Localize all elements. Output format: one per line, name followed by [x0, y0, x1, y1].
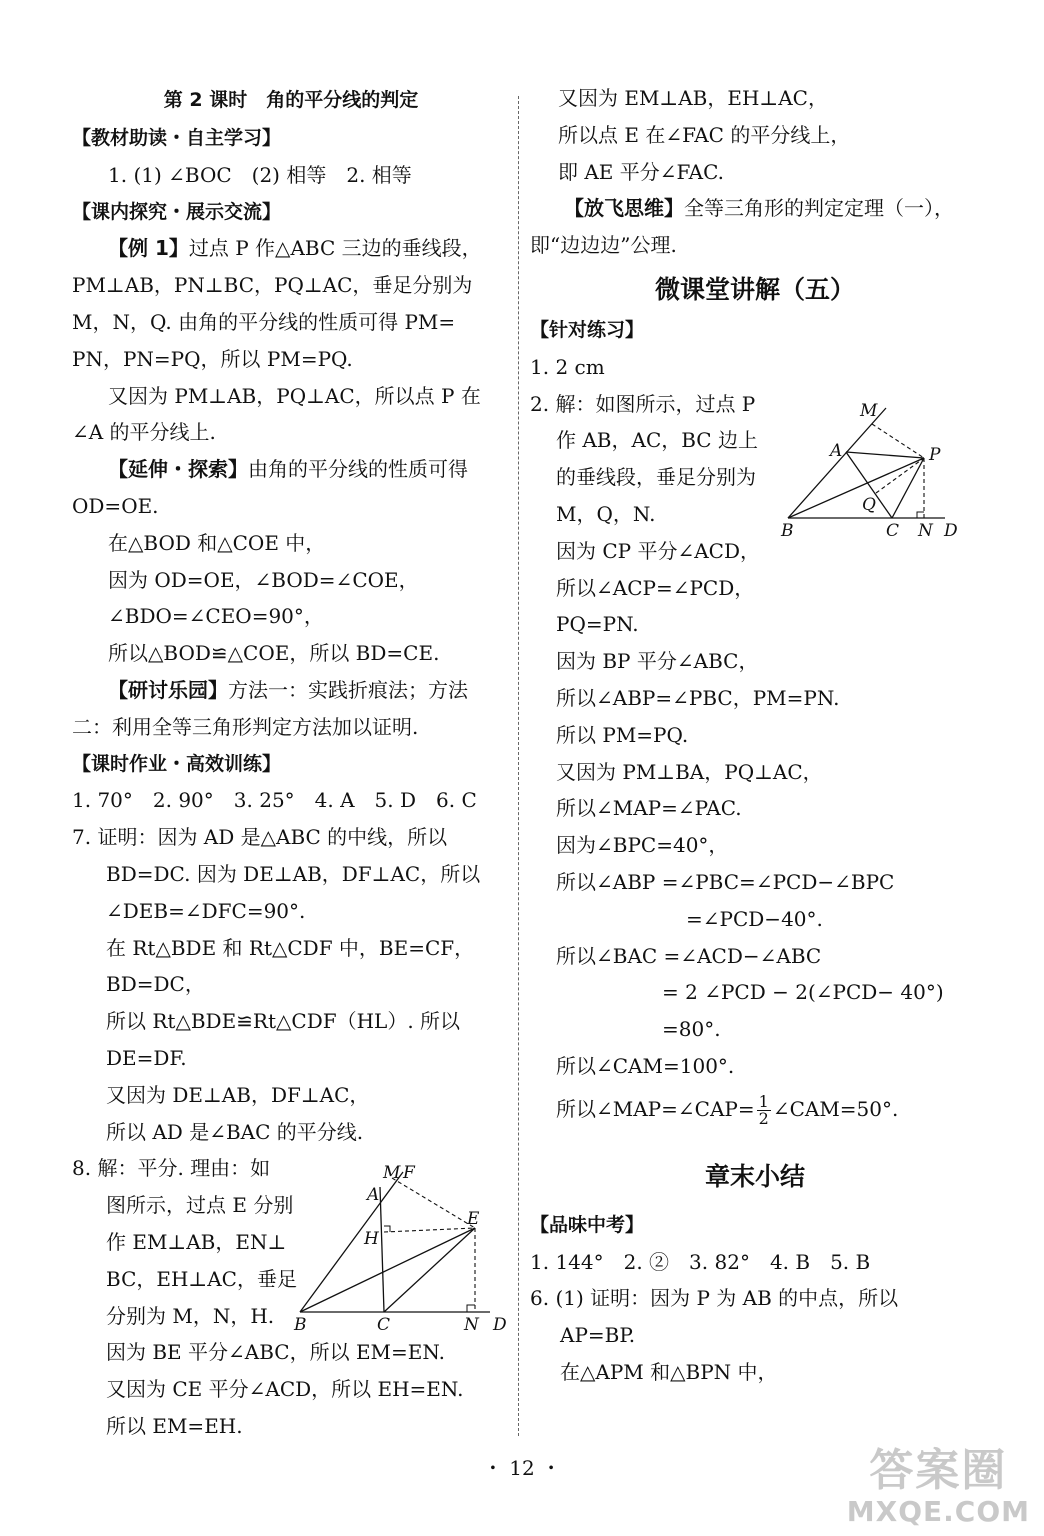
figure-label: M — [383, 1163, 401, 1183]
page-number: ・ 12 ・ — [482, 1456, 562, 1480]
text-line: 又因为 EM⊥AB，EH⊥AC， — [558, 86, 828, 110]
text-line: 所以∠BAC =∠ACD−∠ABC — [556, 943, 822, 968]
text-line: BD=DC， — [106, 972, 205, 997]
extension-line: 【延伸・探索】由角的平分线的性质可得 — [108, 457, 468, 482]
text-line: 因为 BP 平分∠ABC， — [556, 649, 759, 674]
section-heading: 【课内探究・展示交流】 — [72, 200, 282, 223]
text-line: 所以∠ABP=∠PBC，PM=PN. — [556, 685, 840, 710]
text-line: 因为 OD=OE，∠BOD=∠COE， — [108, 567, 419, 592]
text-line: PN，PN=PQ，所以 PM=PQ. — [72, 346, 353, 371]
fraction: $\frac{1}{2}$ — [758, 1091, 769, 1128]
answer-line: 1. (1) ∠BOC (2) 相等 2. 相等 — [108, 162, 412, 187]
text-line: M，N，Q. 由角的平分线的性质可得 PM= — [72, 309, 456, 334]
micro-lesson-title: 微课堂讲解（五） — [654, 274, 855, 304]
figure-label: N — [464, 1315, 479, 1335]
text-line: 7. 证明：因为 AD 是△ABC 的中线，所以 — [72, 825, 448, 850]
answer-line: 1. 70° 2. 90° 3. 25° 4. A 5. D 6. C — [72, 788, 477, 813]
column-divider — [518, 96, 519, 1436]
discussion-tag: 【研讨乐园】 — [108, 677, 228, 702]
text-line: 又因为 CE 平分∠ACD，所以 EH=EN. — [106, 1377, 464, 1402]
text-line: 因为∠BPC=40°， — [556, 833, 729, 858]
figure-label: E — [467, 1209, 480, 1229]
text-line: 8. 解：平分. 理由：如 — [72, 1156, 271, 1181]
text-line: PM⊥AB，PN⊥BC，PQ⊥AC，垂足分别为 — [72, 273, 473, 298]
text-line: 所以∠MAP=∠PAC. — [556, 796, 742, 821]
figure-label: B — [294, 1315, 307, 1335]
text-line: =∠PCD−40°. — [686, 906, 823, 931]
watermark — [847, 1447, 1030, 1528]
text-line: 所以∠ABP =∠PBC=∠PCD−∠BPC — [556, 869, 895, 894]
geometry-figure-problem-2 — [776, 396, 968, 542]
discussion-line: 【研讨乐园】方法一：实践折痕法；方法 — [108, 677, 468, 702]
text-line: 因为 BE 平分∠ABC，所以 EM=EN. — [106, 1340, 445, 1365]
text-line: 所以∠CAM=100°. — [556, 1053, 735, 1078]
text-line: 即 AE 平分∠FAC. — [558, 159, 725, 184]
text-line: 所以 AD 是∠BAC 的平分线. — [106, 1119, 364, 1144]
section-heading: 【品味中考】 — [530, 1213, 645, 1236]
text-line: 在△APM 和△BPN 中， — [560, 1359, 778, 1384]
text-line: 在 Rt△BDE 和 Rt△CDF 中，BE=CF， — [106, 935, 475, 960]
text-line: OD=OE. — [72, 493, 159, 518]
figure-label: H — [364, 1229, 379, 1249]
text-line: 在△BOD 和△COE 中， — [108, 530, 326, 555]
text-line: BD=DC. 因为 DE⊥AB，DF⊥AC，所以 — [106, 861, 481, 886]
figure-label: D — [944, 521, 958, 541]
text-line: AP=BP. — [560, 1323, 636, 1348]
figure-label: N — [918, 521, 933, 541]
text-line: 6. (1) 证明：因为 P 为 AB 的中点，所以 — [530, 1286, 899, 1311]
geometry-figure-problem-8 — [290, 1158, 510, 1338]
figure-label: A — [830, 441, 843, 461]
watermark-url: MXQE.COM — [846, 1495, 1030, 1528]
text-line: 即“边边边”公理. — [530, 233, 677, 258]
fly-thinking-tag: 【放飞思维】 — [564, 196, 684, 221]
text-line: 所以 Rt△BDE≌Rt△CDF（HL）. 所以 — [106, 1009, 461, 1034]
text-line: 所以 PM=PQ. — [556, 722, 689, 747]
extension-tag: 【延伸・探索】 — [108, 457, 248, 482]
text-line: 又因为 DE⊥AB，DF⊥AC， — [106, 1082, 370, 1107]
text-line: 所以△BOD≌△COE，所以 BD=CE. — [108, 641, 440, 666]
figure-label: C — [377, 1315, 391, 1335]
text-line: BC，EH⊥AC，垂足 — [106, 1266, 297, 1291]
right-column — [530, 80, 980, 1391]
section-heading: 【针对练习】 — [530, 318, 645, 341]
answer-line: 1. 144° 2. ② 3. 82° 4. B 5. B — [530, 1249, 871, 1274]
example-tag: 【例 1】 — [108, 236, 189, 261]
lesson-title: 第 2 课时 角的平分线的判定 — [163, 89, 419, 111]
figure-label: B — [781, 521, 794, 541]
watermark-logo-text: 答案圈 — [869, 1445, 1008, 1496]
text-line: ∠A 的平分线上. — [72, 420, 216, 445]
fraction-line: 所以∠MAP=∠CAP= $\frac{1}{2}$ ∠CAM=50°. — [556, 1091, 899, 1128]
text-line: 2. 解：如图所示，过点 P — [530, 391, 756, 416]
text-line: 作 EM⊥AB，EN⊥ — [106, 1229, 287, 1254]
section-heading: 【教材助读・自主学习】 — [72, 127, 282, 149]
text-line: DE=DF. — [106, 1045, 187, 1070]
text-line: 二：利用全等三角形判定方法加以证明. — [72, 714, 419, 739]
text-line: 分别为 M，N，H. — [106, 1303, 275, 1328]
text-line: M，Q，N. — [556, 501, 656, 526]
text-line: 又因为 PM⊥BA，PQ⊥AC， — [556, 759, 823, 784]
text-line: 图所示，过点 E 分别 — [106, 1193, 294, 1218]
text-line: 所以点 E 在∠FAC 的平分线上， — [558, 122, 851, 147]
text-line: = 2 ∠PCD − 2(∠PCD− 40°) — [662, 980, 944, 1005]
text-line: 所以 EM=EH. — [106, 1413, 243, 1438]
figure-label: C — [886, 521, 900, 541]
section-heading: 【课时作业・高效训练】 — [72, 752, 282, 775]
figure-label: A — [367, 1185, 380, 1205]
fly-thinking-line: 【放飞思维】全等三角形的判定定理（一）， — [564, 196, 954, 221]
text-line: PQ=PN. — [556, 612, 639, 637]
text-line: 作 AB，AC，BC 边上 — [556, 428, 758, 453]
figure-label: D — [493, 1315, 507, 1335]
text-line: ∠BDO=∠CEO=90°， — [108, 604, 324, 629]
text-line: 所以∠ACP=∠PCD， — [556, 575, 755, 600]
text-line: 又因为 PM⊥AB，PQ⊥AC，所以点 P 在 — [108, 383, 481, 408]
text-line: =80°. — [662, 1017, 721, 1042]
text-line: 因为 CP 平分∠ACD， — [556, 538, 761, 563]
chapter-summary-title: 章末小结 — [704, 1161, 805, 1191]
figure-label: Q — [862, 495, 876, 515]
text-line: 的垂线段，垂足分别为 — [556, 465, 756, 490]
text-line: ∠DEB=∠DFC=90°. — [106, 898, 306, 923]
figure-label: M — [860, 401, 878, 421]
example-1-line: 【例 1】过点 P 作△ABC 三边的垂线段， — [108, 236, 482, 261]
figure-label: P — [929, 445, 941, 465]
figure-label: F — [403, 1163, 415, 1183]
answer-line: 1. 2 cm — [530, 354, 605, 379]
